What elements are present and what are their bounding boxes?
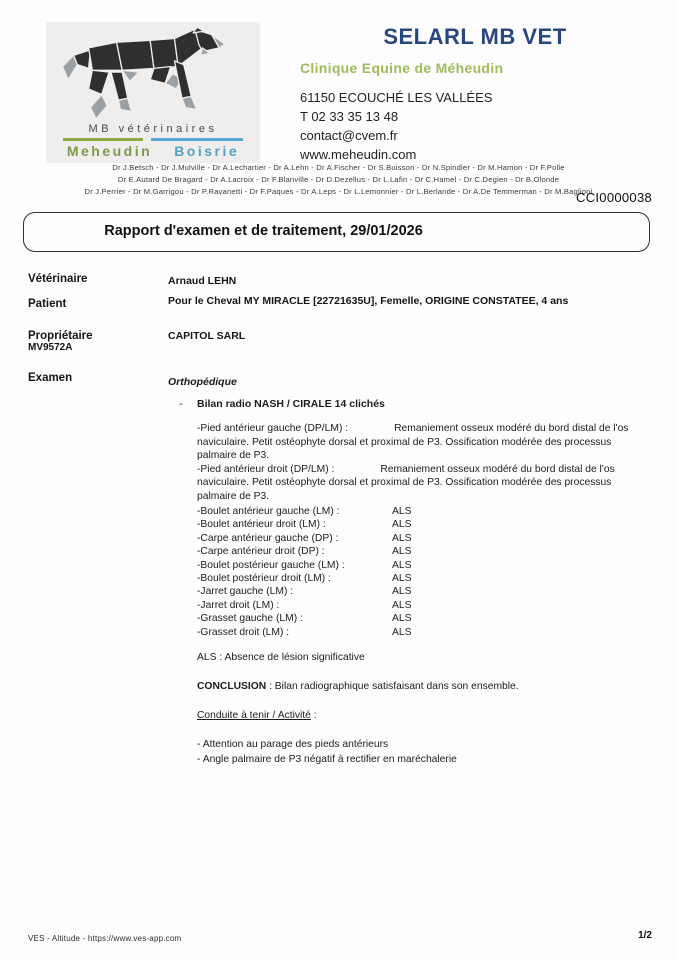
als-site: -Jarret droit (LM) : xyxy=(197,599,280,611)
als-row xyxy=(197,559,649,572)
als-site: -Grasset droit (LM) : xyxy=(197,626,290,638)
page-number: 1/2 xyxy=(638,930,652,941)
clinic-name: Clinique Equine de Méheudin xyxy=(300,60,504,76)
logo-underlines xyxy=(46,138,260,141)
document-reference: CCI0000038 xyxy=(576,190,652,205)
logo-name-meheudin: Meheudin xyxy=(66,143,153,159)
clinic-phone: T 02 33 35 13 48 xyxy=(300,109,399,124)
als-row xyxy=(197,505,649,518)
als-result: ALS xyxy=(392,519,412,531)
field-label-patient: Patient xyxy=(28,298,67,310)
field-label-veterinaire: Vétérinaire xyxy=(28,273,88,285)
als-result: ALS xyxy=(392,599,412,611)
doctors-line: Dr J.Betsch - Dr J.Mulville - Dr A.Lechartier - Dr A.Lehn - Dr A.Fischer - Dr S.Buisson - Dr N.Spindler - Dr M.Hamon - Dr F.Polle xyxy=(112,163,565,172)
conclusion-label: CONCLUSION xyxy=(197,681,267,692)
als-site: -Carpe antérieur gauche (DP) : xyxy=(197,532,339,544)
logo-name-boisrie: Boisrie xyxy=(174,143,240,159)
field-value-veterinaire: Arnaud LEHN xyxy=(168,275,237,287)
company-name: SELARL MB VET xyxy=(383,24,567,49)
als-row xyxy=(197,532,649,545)
finding-site: -Pied antérieur gauche (DP/LM) : xyxy=(197,423,349,434)
report-title: Rapport d'examen et de traitement, 29/01/2026 xyxy=(104,223,423,239)
als-site: -Jarret gauche (LM) : xyxy=(197,586,294,598)
als-site: -Carpe antérieur droit (DP) : xyxy=(197,546,325,558)
als-site: -Boulet antérieur gauche (LM) : xyxy=(197,506,340,517)
als-row xyxy=(197,572,649,585)
blue-underline xyxy=(151,138,243,141)
finding-result: Remaniement osseux modéré du bord distal de l'os naviculaire. Petit ostéophyte dorsal et proximal de P3. Ossification modérée des processus palmaire de P3. xyxy=(197,423,629,461)
als-result: ALS xyxy=(392,559,412,571)
clinic-address: 61150 ECOUCHÉ LES VALLÉES xyxy=(300,90,493,105)
exam-category: Orthopédique xyxy=(168,376,237,388)
clinic-email: contact@cvem.fr xyxy=(300,128,398,143)
footer-app-credit: VES - Altitude - https://www.ves-app.com xyxy=(28,934,182,943)
als-site: -Boulet postérieur gauche (LM) : xyxy=(197,559,345,571)
als-result: ALS xyxy=(392,532,412,544)
finding-pied-anterieur-gauche xyxy=(197,422,649,463)
clinic-contact-block xyxy=(300,88,660,164)
green-underline xyxy=(63,138,143,141)
field-value-proprietaire: CAPITOL SARL xyxy=(168,330,246,342)
als-result: ALS xyxy=(392,586,412,598)
recommendation-item: - Attention au parage des pieds antérieurs xyxy=(197,739,389,750)
finding-pied-anterieur-droit xyxy=(197,463,649,504)
finding-site: -Pied antérieur droit (DP/LM) : xyxy=(197,463,335,475)
als-result: ALS xyxy=(392,546,412,558)
section-label-examen: Examen xyxy=(28,372,73,384)
als-results-list xyxy=(197,505,649,639)
als-result: ALS xyxy=(392,626,412,638)
als-row xyxy=(197,612,649,625)
finding-result: Remaniement osseux modéré du bord distal de l'os naviculaire. Petit ostéophyte dorsal et proximal de P3. Ossification modérée des processus palmaire de P3. xyxy=(197,463,615,502)
als-row xyxy=(197,545,649,558)
bullet-dash: - xyxy=(179,398,183,410)
exam-bullet-title: Bilan radio NASH / CIRALE 14 clichés xyxy=(197,398,385,410)
als-row xyxy=(197,626,649,639)
recommendation-item: - Angle palmaire de P3 négatif à rectifier en maréchalerie xyxy=(197,753,457,765)
conclusion-line xyxy=(197,681,519,692)
als-result: ALS xyxy=(392,573,412,585)
conduct-heading-line xyxy=(197,710,317,721)
als-row xyxy=(197,599,649,612)
als-legend: ALS : Absence de lésion significative xyxy=(197,652,365,663)
conduct-heading: Conduite à tenir / Activité xyxy=(197,710,311,721)
als-result: ALS xyxy=(392,613,412,625)
recommendations xyxy=(197,738,457,767)
clinic-website: www.meheudin.com xyxy=(300,147,417,162)
als-site: -Boulet antérieur droit (LM) : xyxy=(197,519,326,531)
als-site: -Boulet postérieur droit (LM) : xyxy=(197,573,331,585)
conduct-colon: : xyxy=(310,710,317,721)
als-row xyxy=(197,518,649,531)
field-value-patient: Pour le Cheval MY MIRACLE [22721635U], Femelle, ORIGINE CONSTATEE, 4 ans xyxy=(168,295,569,307)
report-title-box xyxy=(23,212,650,252)
als-result: ALS xyxy=(392,506,412,517)
clinic-logo xyxy=(46,22,260,163)
logo-brand-text: MB vétérinaires xyxy=(88,123,218,135)
als-site: -Grasset gauche (LM) : xyxy=(197,613,303,625)
conclusion-text: : Bilan radiographique satisfaisant dans son ensemble. xyxy=(266,681,519,692)
field-code-proprietaire: MV9572A xyxy=(28,342,73,353)
field-label-proprietaire: Propriétaire xyxy=(28,330,93,342)
als-row xyxy=(197,585,649,598)
doctors-line: Dr E.Autard De Bragard - Dr A.Lacroix - Dr F.Blanville - Dr D.Dezellus - Dr L.Lafin - Dr C.Hamel - Dr C.Degien - Dr B.Olonde xyxy=(117,175,560,184)
radiographic-findings xyxy=(197,422,649,503)
doctors-line: Dr J.Perrier - Dr M.Garrigou - Dr P.Ravanetti - Dr F.Paques - Dr A.Leps - Dr L.Lemonnier - Dr L.Berlande - Dr A.De Temmerman - Dr M.Baglioni xyxy=(84,187,593,196)
horse-icon xyxy=(55,26,251,122)
